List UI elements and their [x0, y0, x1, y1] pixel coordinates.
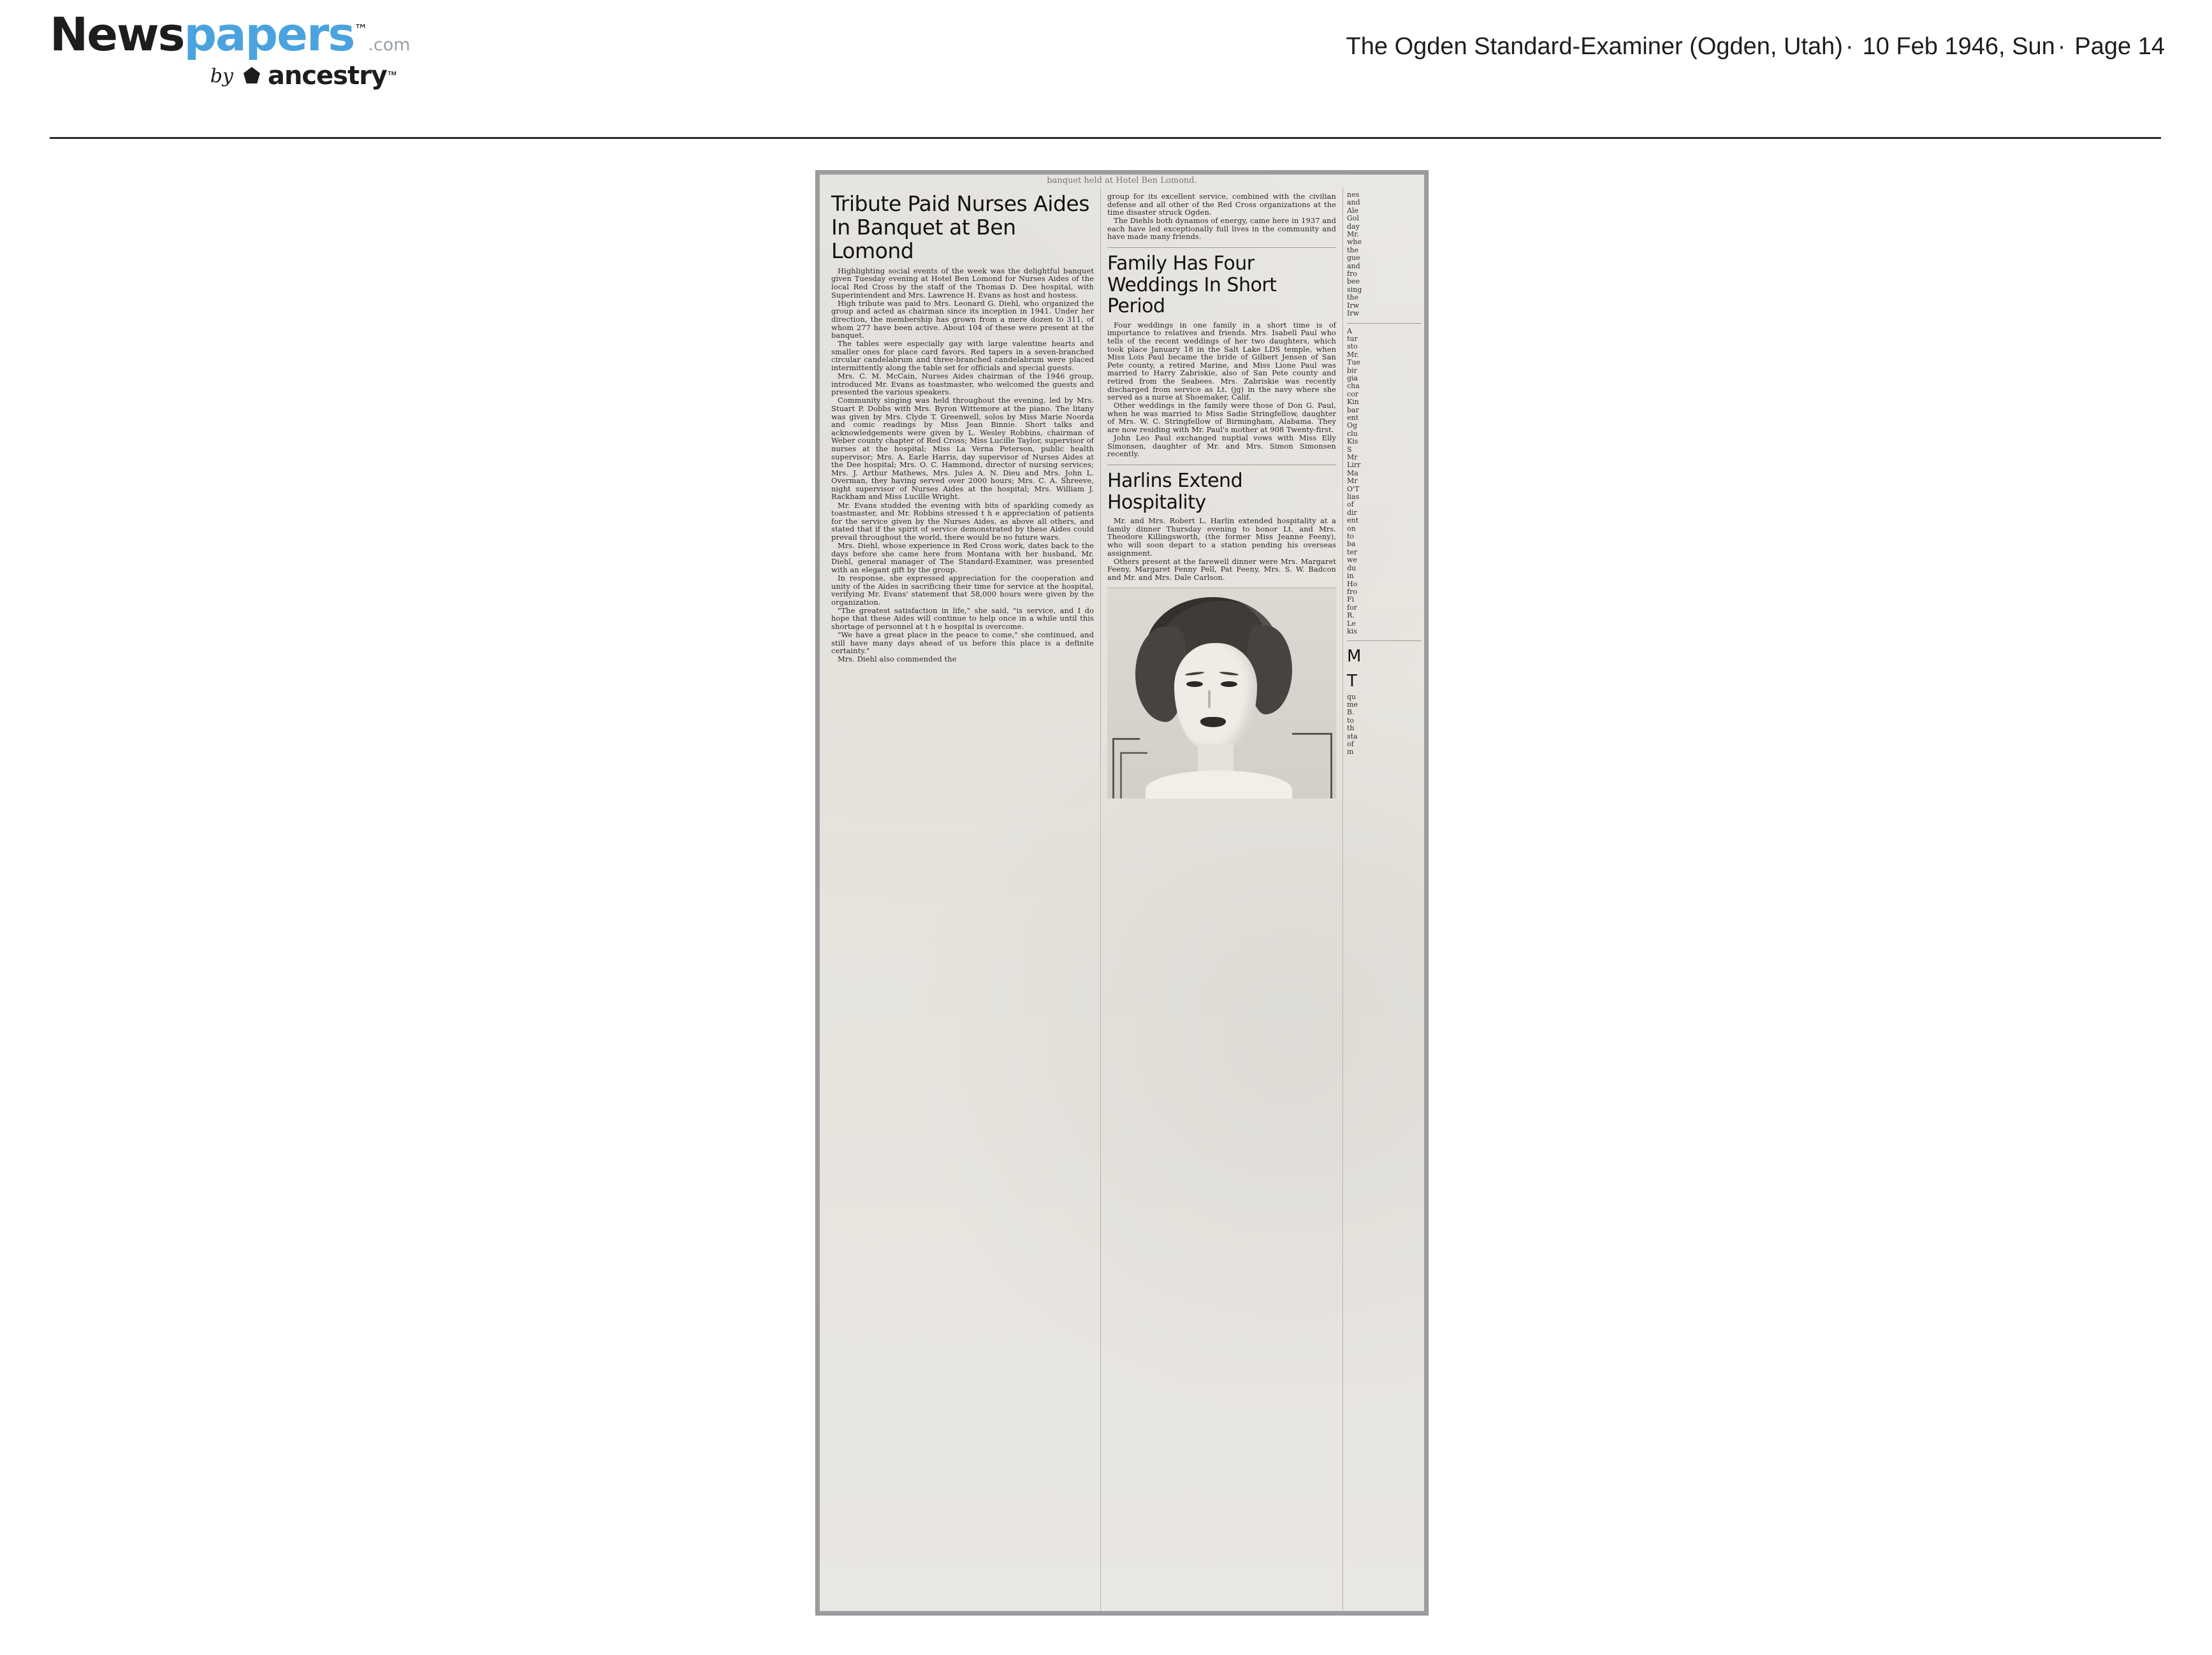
edge-fragment: Irw — [1347, 309, 1360, 318]
edge-fragment: the — [1347, 245, 1359, 254]
citation-date: 10 Feb 1946, Sun — [1862, 33, 2055, 60]
edge-fragment: the — [1347, 293, 1359, 302]
edge-fragment: me — [1347, 700, 1358, 709]
edge-fragment: of — [1347, 500, 1354, 509]
edge-fragment: nes — [1347, 191, 1360, 199]
edge-fragment: Kin — [1347, 398, 1359, 407]
article-column-main — [820, 187, 1100, 1611]
paragraph: John Leo Paul exchanged nuptial vows with Miss Elly Simonsen, daughter of Mr. and Mrs. Simon Simonsen recently. — [1107, 433, 1336, 459]
citation-line — [1346, 33, 2165, 61]
edge-fragment: Mr — [1347, 477, 1358, 486]
paragraph: Four weddings in one family in a short time is of importance to relatives and friends. Mrs. Isabell Paul who tells of the recent weddings of her two daughters, which took place January 18 in the Salt Lake LDS temple, when Miss Lois Paul became the bride of Gilbert Jensen of San Pete county, a retired Marine, and Miss Lione Paul was married to Harry Zabriskie, also of San Pete county and retired from the Seabees. Mrs. Zabriskie was recently discharged from service as Lt. (jg) in the navy where she served as a nurse at Shoemaker, Calif. — [1107, 320, 1336, 402]
paragraph: Mrs. Diehl also commended the — [838, 654, 957, 664]
citation-separator-2: · — [2057, 33, 2066, 60]
edge-fragment: Lirr — [1347, 461, 1361, 470]
edge-fragments-last — [1347, 693, 1422, 756]
edge-fragment: th — [1347, 724, 1355, 733]
paragraph: Others present at the farewell dinner were Mrs. Margaret Feeny, Margaret Fenny Pell, Pat Feeny, Mrs. S. W. Badcon and Mr. and Mrs. Dale Carlson. — [1107, 556, 1336, 582]
article-headline-main: Tribute Paid Nurses Aides In Banquet at Ben Lomond — [831, 191, 1089, 263]
paragraph: Mrs. C. M. McCain, Nurses Aides chairman of the 1946 group, introduced Mr. Evans as toastmaster, who welcomed the guests and presented the various speakers. — [831, 372, 1094, 397]
clipping-top-strip: banquet held at Hotel Ben Lomond. — [1047, 176, 1197, 185]
edge-fragment: whe — [1347, 238, 1362, 247]
edge-fragment: gue — [1347, 254, 1360, 263]
woman-portrait-illustration — [1107, 588, 1336, 799]
edge-fragment: B. — [1347, 708, 1355, 717]
paragraph: The Diehls both dynamos of energy, came here in 1937 and each have led exceptionally full lives in the community and have made many friends. — [1107, 216, 1336, 242]
edge-fragment: sta — [1347, 732, 1358, 741]
edge-fragment: fro — [1347, 587, 1357, 596]
article-column-edge — [1342, 187, 1424, 1611]
clipping-columns — [820, 187, 1424, 1611]
edge-fragment: ent — [1347, 413, 1359, 422]
brand-word-papers: papers — [184, 8, 354, 61]
paragraph: "We have a great place in the peace to come," she continued, and still have many days ahead of us before this place is a definite certainty." — [831, 630, 1094, 656]
edge-headline-fragment-1: M — [1347, 647, 1362, 667]
edge-fragment: fro — [1347, 270, 1357, 278]
paragraph: In response, she expressed appreciation for the cooperation and unity of the Aides in sacrificing their time for service at the hospital, verifying Mr. Evans' statement that 58,000 hours were given by the organization. — [831, 573, 1094, 607]
edge-fragment: bee — [1347, 277, 1360, 286]
edge-fragment: dir — [1347, 508, 1357, 517]
citation-separator-1: · — [1845, 33, 1854, 60]
edge-fragment: Gol — [1347, 214, 1359, 223]
edge-fragment: gia — [1347, 373, 1358, 382]
edge-fragment: sto — [1347, 342, 1358, 351]
article-headline-harlins: Harlins Extend Hospitality — [1107, 469, 1243, 514]
edge-fragment: of — [1347, 739, 1354, 748]
edge-fragment: du — [1347, 563, 1357, 572]
edge-fragments-mid — [1347, 328, 1422, 509]
edge-fragment: Mr. — [1347, 230, 1359, 239]
brand-byline — [50, 61, 397, 90]
paragraph: High tribute was paid to Mrs. Leonard G. Diehl, who organized the group and acted as chairman since its inception in 1941. Under her direction, the membership has grown from a mere dozen to 311, of whom 277 have been active. About 104 of these were present at the banquet. — [831, 298, 1094, 340]
illustration-shoulders — [1146, 770, 1292, 799]
edge-fragment: Og — [1347, 421, 1358, 430]
article-body-harlins — [1107, 517, 1336, 581]
header-divider — [50, 137, 2161, 139]
edge-fragment: O'T — [1347, 484, 1360, 493]
edge-fragment: Ma — [1347, 468, 1358, 477]
edge-fragment: R. — [1347, 611, 1355, 620]
edge-fragment: qu — [1347, 692, 1357, 701]
edge-fragment: bar — [1347, 405, 1359, 414]
edge-fragment: and — [1347, 198, 1360, 207]
edge-fragment: Tue — [1347, 358, 1360, 367]
article-body-continuation — [1107, 192, 1336, 241]
edge-fragments-low — [1347, 509, 1422, 556]
paragraph: The tables were especially gay with large valentine hearts and smaller ones for place card favors. Red tapers in a seven-branched circular candelabrum and three-branched candelabrum were placed intermittently along the table set for officials and special guests. — [831, 339, 1094, 372]
edge-fragment: sing — [1347, 285, 1362, 294]
section-divider-1 — [1107, 247, 1336, 248]
paragraph: "The greatest satisfaction in life," she said, "is service, and I do hope that these Aides will continue to help once in a while until this shortage of personnel at t h e hospital is overcome. — [831, 605, 1094, 631]
paragraph: Mrs. Diehl, whose experience in Red Cross work, dates back to the days before she came here from Montana with her husband, Mr. Diehl, general manager of The Standard-Examiner, was presented with an elegant gift by the group. — [831, 541, 1094, 574]
illustration-face — [1174, 643, 1257, 751]
brand-ancestry-label: ancestry — [267, 61, 387, 90]
edge-fragment: Mr — [1347, 453, 1358, 461]
edge-fragment: in — [1347, 572, 1354, 581]
edge-fragment: for — [1347, 603, 1357, 612]
clipping-page-scan — [820, 175, 1424, 1611]
edge-fragment: ba — [1347, 540, 1356, 549]
paragraph: Highlighting social events of the week was the delightful banquet given Tuesday evening at Hotel Ben Lomond for Nurses Aides of the local Red Cross by the staff of the Thomas D. Dee hospital, with Superintendent and Mrs. Lawrence H. Evans as host and hostess. — [831, 266, 1094, 300]
edge-fragment: cor — [1347, 389, 1359, 398]
edge-fragments-bottom — [1347, 556, 1422, 635]
edge-fragments-top — [1347, 191, 1422, 318]
brand-by-label: by — [210, 64, 233, 87]
article-body-main — [831, 267, 1094, 663]
brand-dotcom: .com — [368, 35, 411, 55]
article-column-middle — [1100, 187, 1342, 1611]
edge-fragment: Kis — [1347, 437, 1358, 446]
brand-wordmark — [50, 8, 445, 61]
edge-fragment: ter — [1347, 547, 1358, 556]
edge-fragment: Fi — [1347, 595, 1355, 604]
edge-fragment: Ho — [1347, 579, 1358, 588]
edge-fragment: A — [1347, 326, 1352, 335]
paragraph: Other weddings in the family were those of Don G. Paul, when he was married to Miss Sadie Stringfellow, daughter of Mrs. W. C. Stringfellow of Birmingham, Alabama. They are now residing with Mr. Paul's mother at 908 Twenty-first. — [1107, 401, 1336, 435]
edge-headline-fragment-2: T — [1347, 671, 1357, 691]
edge-fragment: Irw — [1347, 301, 1360, 310]
newspaper-clipping[interactable] — [816, 171, 1428, 1615]
edge-fragment: ent — [1347, 516, 1359, 525]
edge-fragment: cha — [1347, 382, 1360, 391]
ancestry-leaf-icon — [241, 65, 263, 87]
page-header — [0, 0, 2212, 139]
edge-fragment: clu — [1347, 429, 1358, 438]
citation-page: Page 14 — [2074, 33, 2165, 60]
edge-divider-2 — [1347, 640, 1422, 641]
illustration-frame-left-inner — [1120, 752, 1147, 799]
illustration-nose — [1208, 690, 1211, 708]
edge-fragment: S — [1347, 445, 1352, 454]
edge-fragment: m — [1347, 748, 1354, 756]
edge-fragment: Ale — [1347, 206, 1358, 215]
article-headline-family-weddings: Family Has Four Weddings In Short Period — [1107, 252, 1277, 318]
paragraph: group for its excellent service, combined with the civilian defense and all other of the Red Cross organizations at the time disaster struck Ogden. — [1107, 192, 1336, 217]
newspapers-logo[interactable] — [50, 8, 445, 90]
edge-fragment: tur — [1347, 334, 1358, 343]
edge-fragment: day — [1347, 222, 1360, 231]
citation-publication: The Ogden Standard-Examiner (Ogden, Utah) — [1346, 33, 1843, 60]
edge-fragment: to — [1347, 532, 1355, 541]
edge-fragment: Le — [1347, 619, 1356, 628]
paragraph: Mr. Evans studded the evening with bits of sparkling comedy as toastmaster, and Mr. Robbins stressed t h e appreciation of patients for the service given by the Nurses Aides, as above all others, and stated that if the spirit of service demonstrated by these Aides could prevail throughout the world, there would be no future wars. — [831, 500, 1094, 542]
edge-divider-1 — [1347, 323, 1422, 324]
brand-word-news: News — [50, 8, 184, 61]
edge-fragment: bir — [1347, 366, 1357, 375]
brand-trademark-icon: ™ — [354, 22, 367, 38]
illustration-frame-right — [1292, 733, 1332, 799]
edge-fragment: and — [1347, 261, 1360, 270]
edge-fragment: lias — [1347, 493, 1360, 502]
paragraph: Mr. and Mrs. Robert L. Harlin extended hospitality at a family dinner Thursday evening to honor Lt. and Mrs. Theodore Killingsworth, (the former Miss Jeanne Feeny), who will soon depart to a station pending his overseas assignment. — [1107, 516, 1336, 558]
edge-fragment: kis — [1347, 626, 1357, 635]
edge-fragment: Mr. — [1347, 350, 1359, 359]
article-body-family-weddings — [1107, 321, 1336, 458]
edge-fragment: we — [1347, 556, 1357, 565]
paragraph: Community singing was held throughout the evening, led by Mrs. Stuart P. Dobbs with Mrs. Byron Wittemore at the piano. The litany was given by Mrs. Clyde T. Greenwell, solos by Miss Marie Noorda and comic readings by Miss Jean Binnie. Short talks and acknowledgements were given by L. Wesley Robbins, chairman of Weber county chapter of Red Cross; Miss Lucille Taylor, supervisor of nurses at the hospital; Miss La Verna Peterson, public health supervisor; Mrs. A. Earle Harris, day supervisor of Nurses Aides at the Dee hospital; Mrs. O. C. Hammond, director of nursing services; Mrs. J. Arthur Mathews, Mrs. Jules A. N. Dieu and Mrs. John L. Overman, they having served over 2000 hours; Mrs. C. A. Shreeve, night supervisor of Nurses Aides at the hospital; Mrs. William J. Rackham and Miss Lucille Wright. — [831, 396, 1094, 502]
edge-fragment: to — [1347, 716, 1355, 725]
edge-fragment: on — [1347, 524, 1356, 533]
ancestry-trademark-icon: ™ — [387, 70, 397, 81]
